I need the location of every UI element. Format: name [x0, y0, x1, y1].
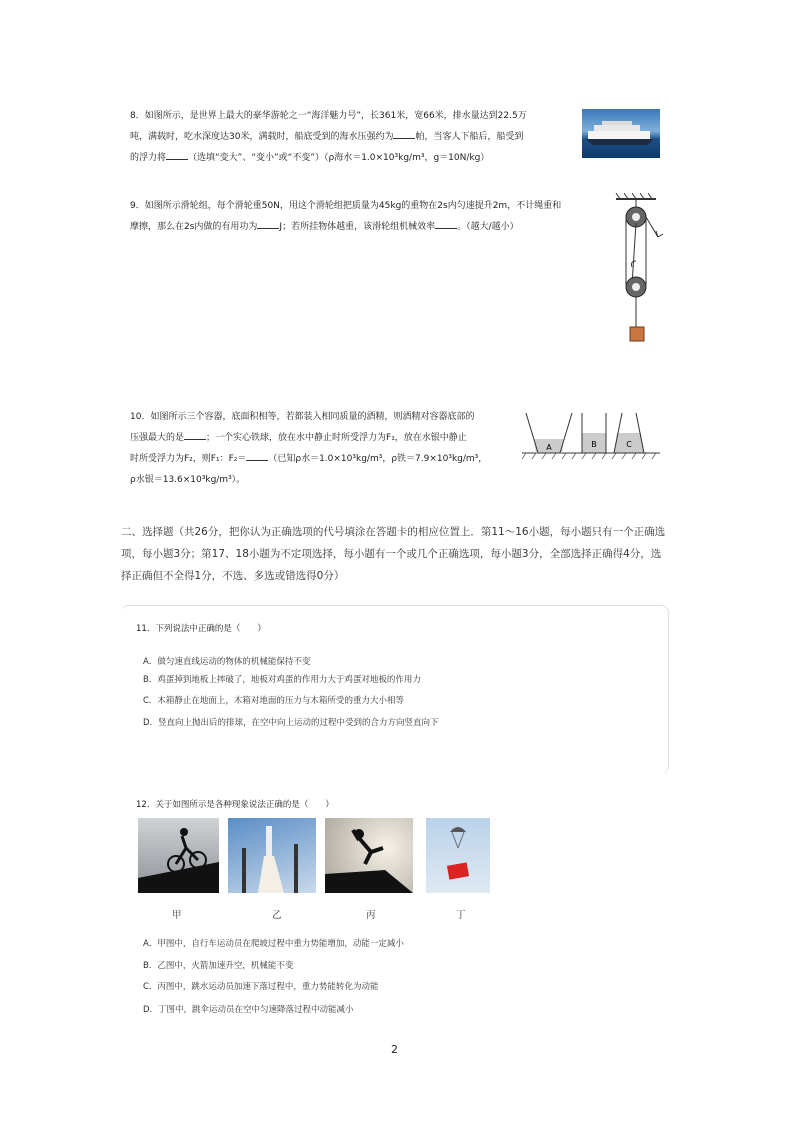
- question-8: [130, 106, 580, 169]
- answer-blank[interactable]: [166, 150, 188, 160]
- q8-line3: 的浮力将 （选填“变大”、“变小”或“不变”）（ρ海水＝1.0×10³kg/m³，g＝10N/kg）: [130, 148, 580, 169]
- section-line1: 二、选择题（共26分，把你认为正确选项的代号填涂在答题卡的相应位置上．第11～16小题，每小题只有一个正确选: [121, 526, 666, 538]
- q10-line4: ρ水银＝13.6×10³kg/m³）。: [130, 475, 246, 485]
- q9-line1: 9．如图所示滑轮组，每个滑轮重50N，用这个滑轮组把质量为45kg的重物在2s内匀速提升2m，不计绳重和: [130, 201, 562, 211]
- container-label-c: C: [626, 440, 632, 449]
- caption-yi: 乙: [272, 910, 282, 921]
- q12-option-c[interactable]: C．丙图中，跳水运动员加速下落过程中，重力势能转化为动能: [143, 982, 379, 992]
- section-2-instructions: [121, 521, 681, 587]
- q12-option-d[interactable]: D．丁图中，跳伞运动员在空中匀速降落过程中动能减小: [143, 1005, 354, 1015]
- container-label-a: A: [546, 443, 552, 452]
- parachute-photo: [426, 818, 490, 893]
- q12-stem: 12．关于如图所示是各种现象说法正确的是（ ）: [136, 800, 334, 810]
- section-line3: 择正确但不全得1分，不选、多选或错选得0分）: [121, 570, 345, 582]
- pulley-diagram: [612, 193, 672, 345]
- q11-option-b[interactable]: B．鸡蛋掉到地板上摔破了，地板对鸡蛋的作用力大于鸡蛋对地板的作用力: [143, 675, 421, 685]
- caption-bing: 丙: [366, 910, 376, 921]
- answer-blank[interactable]: [184, 430, 206, 440]
- cruise-ship-photo: [582, 109, 660, 158]
- answer-blank[interactable]: [246, 451, 268, 461]
- q9-line2: 摩擦，那么在2s内做的有用功为 J；若所挂物体越重，该滑轮组机械效率 。（越大/越小）: [130, 217, 610, 238]
- caption-jia: 甲: [172, 910, 182, 921]
- q11-stem: 11．下列说法中正确的是（ ）: [136, 624, 266, 634]
- rocket-photo: [228, 818, 316, 893]
- diver-photo: [325, 818, 413, 893]
- q10-line1: 10．如图所示三个容器，底面积相等，若都装入相同质量的酒精，则酒精对容器底部的: [130, 412, 475, 422]
- cyclist-photo: [138, 818, 219, 893]
- answer-blank[interactable]: [393, 129, 415, 139]
- question-10: [130, 407, 525, 491]
- q10-line3: 时所受浮力为F₂，则F₁：F₂＝ （已知ρ水＝1.0×10³kg/m³，ρ铁＝7.9×10³kg/m³，: [130, 449, 525, 470]
- question-9: [130, 196, 610, 238]
- answer-blank[interactable]: [257, 219, 279, 229]
- q8-line1: 8．如图所示，是世界上最大的豪华游轮之一“海洋魅力号”，长361米，宽66米，排水量达到22.5万: [130, 111, 527, 121]
- caption-ding: 丁: [456, 910, 466, 921]
- section-line2: 项，每小题3分；第17、18小题为不定项选择，每小题有一个或几个正确选项，每小题3分，全部选择正确得4分，选: [121, 548, 662, 560]
- q11-option-a[interactable]: A．做匀速直线运动的物体的机械能保持不变: [143, 657, 311, 667]
- q8-line2: 吨，满载时，吃水深度达30米，满载时，船底受到的海水压强约为 帕，当客人下船后，船受到: [130, 127, 580, 148]
- q10-line2: 压强最大的是 ；一个实心铁球，放在水中静止时所受浮力为F₁，放在水银中静止: [130, 428, 525, 449]
- q11-option-d[interactable]: D．竖直向上抛出后的排球，在空中向上运动的过程中受到的合力方向竖直向下: [143, 718, 439, 728]
- q12-option-a[interactable]: A．甲图中，自行车运动员在爬坡过程中重力势能增加，动能一定减小: [143, 939, 404, 949]
- answer-blank[interactable]: [435, 219, 457, 229]
- q12-option-b[interactable]: B．乙图中，火箭加速升空，机械能不变: [143, 961, 294, 971]
- page-number: 2: [391, 1043, 398, 1056]
- q11-option-c[interactable]: C．木箱静止在地面上，木箱对地面的压力与木箱所受的重力大小相等: [143, 696, 404, 706]
- containers-diagram: [520, 405, 662, 461]
- container-label-b: B: [591, 440, 597, 449]
